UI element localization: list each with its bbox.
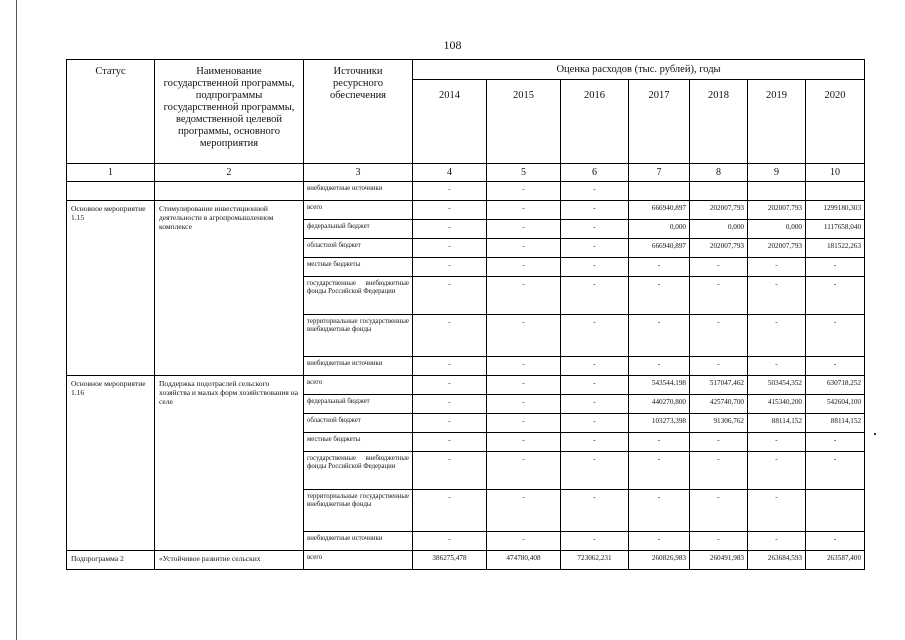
row-value: - [561, 433, 629, 452]
row-value: - [806, 277, 865, 315]
row-value: - [487, 452, 561, 490]
row-value: - [413, 433, 487, 452]
row-status [67, 182, 155, 201]
row-name: Поддержка подотраслей сельского хозяйства и малых форм хозяйствования на селе [155, 376, 304, 551]
row-value: - [561, 315, 629, 357]
row-value: - [487, 357, 561, 376]
row-source: местные бюджеты [304, 433, 413, 452]
row-value: 202007,793 [690, 239, 748, 258]
row-value: - [629, 490, 690, 532]
row-value: - [806, 532, 865, 551]
table-row [67, 182, 865, 201]
row-value: 666940,897 [629, 201, 690, 220]
header-expenses: Оценка расходов (тыс. рублей), годы [413, 60, 865, 80]
row-value: - [487, 433, 561, 452]
row-value: 666940,897 [629, 239, 690, 258]
row-value: - [413, 258, 487, 277]
row-value: - [561, 220, 629, 239]
row-value: - [413, 220, 487, 239]
row-value: - [748, 258, 806, 277]
row-value: - [487, 395, 561, 414]
row-value: 91306,762 [690, 414, 748, 433]
row-value: 202007,793 [690, 201, 748, 220]
row-value: - [561, 490, 629, 532]
table-body [67, 182, 865, 570]
row-source: государственные внебюджетные фонды Российской Федерации [304, 452, 413, 490]
row-value: - [413, 182, 487, 201]
row-value: - [748, 277, 806, 315]
budget-table [66, 59, 865, 570]
row-value: - [561, 258, 629, 277]
row-value: - [690, 258, 748, 277]
row-value: 1117658,040 [806, 220, 865, 239]
row-value: - [561, 414, 629, 433]
row-value: - [413, 490, 487, 532]
row-value: - [748, 433, 806, 452]
row-value: - [487, 277, 561, 315]
column-number: 2 [155, 164, 304, 182]
row-value: - [413, 201, 487, 220]
scan-dot [874, 433, 876, 435]
row-value: - [561, 239, 629, 258]
row-value: - [561, 532, 629, 551]
row-value: - [629, 277, 690, 315]
header-name: Наименование государственной программы, подпрограммы государственной программы, ведомственной целевой программы, основного мероприятия [155, 60, 304, 164]
row-value: 542604,100 [806, 395, 865, 414]
row-value: - [561, 376, 629, 395]
row-value: - [561, 395, 629, 414]
row-source: территориальные государственные внебюджетные фонды [304, 315, 413, 357]
row-value: - [487, 182, 561, 201]
row-value: - [629, 532, 690, 551]
row-value: 263587,400 [806, 551, 865, 570]
header-year: 2019 [748, 80, 806, 164]
row-value: - [413, 357, 487, 376]
row-source: внебюджетные источники [304, 532, 413, 551]
row-source: территориальные государственные внебюджетные фонды [304, 490, 413, 532]
header-year: 2014 [413, 80, 487, 164]
row-source: федеральный бюджет [304, 395, 413, 414]
row-value: - [561, 452, 629, 490]
row-value: - [690, 357, 748, 376]
column-number: 6 [561, 164, 629, 182]
row-value: - [413, 532, 487, 551]
row-value: - [806, 357, 865, 376]
row-source: федеральный бюджет [304, 220, 413, 239]
column-number: 3 [304, 164, 413, 182]
column-number: 4 [413, 164, 487, 182]
row-value: - [690, 532, 748, 551]
row-value: - [748, 357, 806, 376]
row-value [629, 182, 690, 201]
row-value: - [806, 315, 865, 357]
table-row [67, 376, 865, 395]
row-name: «Устойчивое развитие сельских [155, 551, 304, 570]
row-value: - [748, 532, 806, 551]
row-value: - [561, 201, 629, 220]
row-source: государственные внебюджетные фонды Российской Федерации [304, 277, 413, 315]
row-value: - [690, 433, 748, 452]
row-value [806, 182, 865, 201]
row-value [690, 182, 748, 201]
row-value: - [629, 452, 690, 490]
row-value: 543544,198 [629, 376, 690, 395]
column-number: 1 [67, 164, 155, 182]
column-number: 10 [806, 164, 865, 182]
row-value: 0,000 [690, 220, 748, 239]
row-value: - [413, 376, 487, 395]
row-value: - [806, 433, 865, 452]
row-value: - [487, 532, 561, 551]
row-value: - [487, 376, 561, 395]
row-value: - [413, 395, 487, 414]
header-year: 2016 [561, 80, 629, 164]
row-value: 202007,793 [748, 239, 806, 258]
row-value: 415340,200 [748, 395, 806, 414]
row-value: 88114,152 [748, 414, 806, 433]
row-value [748, 182, 806, 201]
header-year: 2015 [487, 80, 561, 164]
row-value: - [690, 452, 748, 490]
row-value: - [413, 414, 487, 433]
row-source: областной бюджет [304, 414, 413, 433]
row-source: областной бюджет [304, 239, 413, 258]
row-value: 88114,152 [806, 414, 865, 433]
row-value: - [806, 258, 865, 277]
header-year: 2018 [690, 80, 748, 164]
row-value: - [748, 452, 806, 490]
row-value: 181522,263 [806, 239, 865, 258]
row-value: 103273,398 [629, 414, 690, 433]
row-value: - [413, 239, 487, 258]
row-name: Стимулирование инвестиционной деятельности в агропромышленном комплексе [155, 201, 304, 376]
row-value: - [487, 490, 561, 532]
row-value: - [629, 258, 690, 277]
row-value: - [748, 315, 806, 357]
row-value: 1299180,303 [806, 201, 865, 220]
row-value: 260491,983 [690, 551, 748, 570]
row-value: - [748, 490, 806, 532]
row-source: всего [304, 551, 413, 570]
row-value: - [629, 357, 690, 376]
row-value: 202007,793 [748, 201, 806, 220]
row-value: 0,000 [748, 220, 806, 239]
column-number: 7 [629, 164, 690, 182]
row-value: - [487, 258, 561, 277]
page-number: 108 [443, 38, 462, 52]
row-value: - [561, 277, 629, 315]
page-edge-line [16, 0, 17, 640]
row-value: 260826,983 [629, 551, 690, 570]
row-value: - [487, 201, 561, 220]
row-value: 630718,252 [806, 376, 865, 395]
row-source: местные бюджеты [304, 258, 413, 277]
row-value: 723062,231 [561, 551, 629, 570]
header-sources: Источники ресурсного обеспечения [304, 60, 413, 164]
row-value: - [487, 239, 561, 258]
table-row [67, 201, 865, 220]
row-value: 425740,700 [690, 395, 748, 414]
row-value: - [561, 357, 629, 376]
row-source: внебюджетные источники [304, 182, 413, 201]
row-status: Основное мероприятие 1.15 [67, 201, 155, 376]
row-value: - [690, 490, 748, 532]
row-value: - [487, 315, 561, 357]
row-value: - [413, 277, 487, 315]
row-value: - [487, 414, 561, 433]
row-value: - [690, 277, 748, 315]
header-year: 2017 [629, 80, 690, 164]
row-value: 263684,593 [748, 551, 806, 570]
header-status: Статус [67, 60, 155, 164]
row-value: - [561, 182, 629, 201]
column-number: 9 [748, 164, 806, 182]
row-value: 503454,352 [748, 376, 806, 395]
row-name [155, 182, 304, 201]
row-value: - [806, 452, 865, 490]
row-value: 517047,462 [690, 376, 748, 395]
row-value: - [629, 433, 690, 452]
row-value: 440270,800 [629, 395, 690, 414]
row-value [806, 490, 865, 532]
row-value: 386275,478 [413, 551, 487, 570]
row-value: - [413, 315, 487, 357]
row-value: - [487, 220, 561, 239]
row-source: всего [304, 201, 413, 220]
column-number: 8 [690, 164, 748, 182]
row-source: всего [304, 376, 413, 395]
row-value: - [690, 315, 748, 357]
row-source: внебюджетные источники [304, 357, 413, 376]
header-year: 2020 [806, 80, 865, 164]
row-value: - [413, 452, 487, 490]
row-value: - [629, 315, 690, 357]
table-row [67, 551, 865, 570]
column-number: 5 [487, 164, 561, 182]
row-status: Подпрограмма 2 [67, 551, 155, 570]
row-status: Основное мероприятие 1.16 [67, 376, 155, 551]
row-value: 0,000 [629, 220, 690, 239]
row-value: 474780,408 [487, 551, 561, 570]
